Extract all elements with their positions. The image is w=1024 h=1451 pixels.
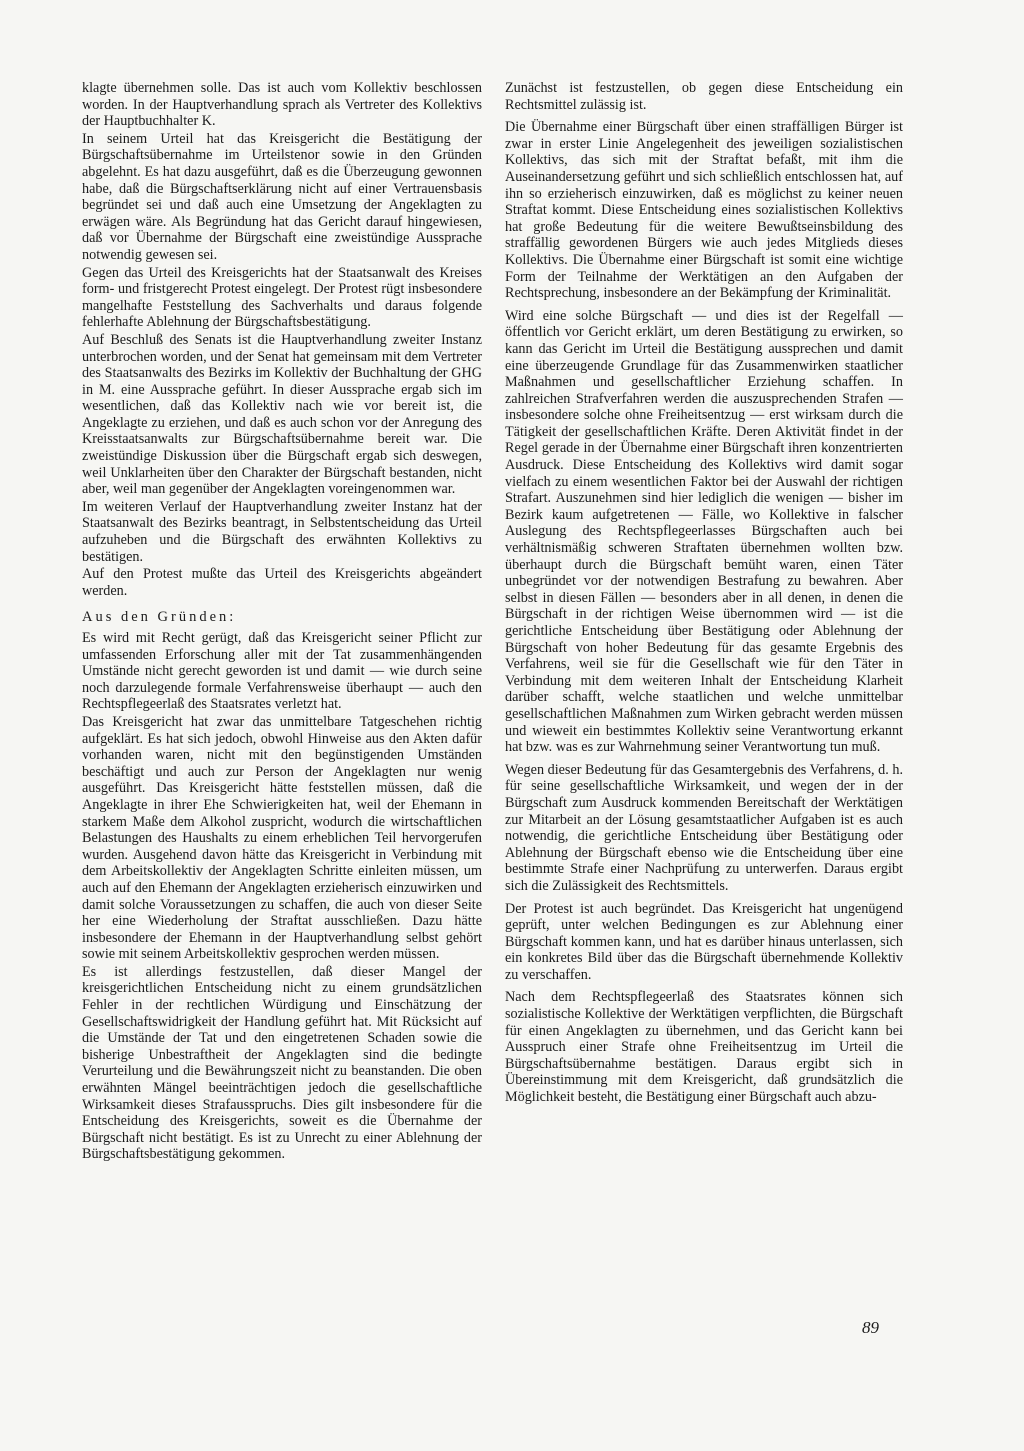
paragraph: Auf Beschluß des Senats ist die Hauptverhandlung zweiter Instanz unterbrochen worden, und der Senat hat gemeinsam mit dem Vertreter des Staatsanwalts des Bezirks im Kollektiv der Buchhaltung der GHG in M. eine Aussprache geführt. In dieser Aussprache ergab sich im wesentlichen, daß das Kollektiv nach wie vor bereit ist, die Angeklagte zu erziehen, und daß es auch schon vor der Anregung des Kreisstaatsanwalts zur Bürgschaftsübernahme bereit war. Die zweistündige Diskussion über die Bürgschaft ergab sich deswegen, weil Unklarheiten über den Charakter der Bürgschaft bestanden, nicht aber, weil man gegenüber der Angeklagten voreingenommen war. (82, 331, 482, 498)
paragraph: klagte übernehmen solle. Das ist auch vom Kollektiv beschlossen worden. In der Hauptverhandlung sprach als Vertreter des Kollektivs der Hauptbuchhalter K. (82, 80, 482, 130)
paragraph: Nach dem Rechtspflegeerlaß des Staatsrates können sich sozialistische Kollektive der Werktätigen verpflichten, die Bürgschaft für einen Angeklagten zu übernehmen, und das Gericht kann bei Ausspruch einer Strafe ohne Freiheitsentzug im Urteil die Bürgschaftsübernahme bestätigen. Daraus ergibt sich in Übereinstimmung mit dem Kreisgericht, daß grundsätzlich die Möglichkeit besteht, die Bestätigung einer Bürgschaft auch abzu- (505, 989, 903, 1106)
paragraph: Im weiteren Verlauf der Hauptverhandlung zweiter Instanz hat der Staatsanwalt des Bezirks beantragt, in Selbstentscheidung das Urteil aufzuheben und die Bürgschaft des erwähnten Kollektivs zu bestätigen. (82, 498, 482, 565)
paragraph: Zunächst ist festzustellen, ob gegen diese Entscheidung ein Rechtsmittel zulässig ist. (505, 80, 903, 113)
paragraph: Das Kreisgericht hat zwar das unmittelbare Tatgeschehen richtig aufgeklärt. Es hat sich jedoch, obwohl Hinweise aus den Akten dafür vorhanden waren, nicht mit den begünstigenden Umständen beschäftigt und auch zur Person der Angeklagten nur wenig ausgeführt. Das Kreisgericht hätte feststellen müssen, daß die Angeklagte in ihrer Ehe Schwierigkeiten hat, weil der Ehemann in starkem Maße dem Alkohol zuspricht, wodurch die wirtschaftlichen Belastungen des Haushalts zu einem erheblichen Teil hervorgerufen wurden. Ausgehend davon hätte das Kreisgericht in Verbindung mit dem Arbeitskollektiv der Angeklagten Schritte einleiten müssen, um auch auf den Ehemann der Angeklagten erzieherisch einzuwirken und damit solche Voraussetzungen zu schaffen, die auch von dieser Seite her eine Wiederholung der Straftat ausschließen. Dazu hätte insbesondere der Ehemann in der Hauptverhandlung selbst gehört sowie mit seinem Arbeitskollektiv gesprochen werden müssen. (82, 713, 482, 963)
paragraph: In seinem Urteil hat das Kreisgericht die Bestätigung der Bürgschaftsübernahme im Urteilstenor sowie in den Gründen abgelehnt. Es hat dazu ausgeführt, daß es die Überzeugung gewonnen habe, daß die Bürgschaftserklärung nicht auf einer Vertrauensbasis begründet sei und daß auch eine Umsetzung der Angeklagten zu erwägen wäre. Als Begründung hat das Gericht darauf hingewiesen, daß vor Übernahme der Bürgschaft eine zweistündige Aussprache notwendig gewesen sei. (82, 130, 482, 263)
paragraph: Auf den Protest mußte das Urteil des Kreisgerichts abgeändert werden. (82, 566, 482, 599)
left-column (82, 80, 482, 1169)
paragraph: Der Protest ist auch begründet. Das Kreisgericht hat ungenügend geprüft, unter welchen Bedingungen es zur Ablehnung einer Bürgschaft kommen kann, und hat es darüber hinaus unterlassen, sich ein konkretes Bild über das die Bürgschaft übernehmende Kollektiv zu verschaffen. (505, 900, 903, 983)
paragraph: Es ist allerdings festzustellen, daß dieser Mangel der kreisgerichtlichen Entscheidung nicht zu einem grundsätzlichen Fehler in der rechtlichen Würdigung und Einschätzung der Gesellschaftswidrigkeit der Handlung geführt hat. Mit Rücksicht auf die Umstände der Tat und den eingetretenen Schaden sowie die bisherige Unbestraftheit der Angeklagten sind die bedingte Verurteilung und die Bewährungszeit nicht zu beanstanden. Die oben erwähnten Mängel beeinträchtigen jedoch die gesellschaftliche Wirksamkeit dieses Strafausspruchs. Dies gilt insbesondere für die Entscheidung des Kreisgerichts, soweit es die Übernahme der Bürgschaft nicht bestätigt. Es ist zu Unrecht zu einer Ablehnung der Bürgschaftsbestätigung gekommen. (82, 963, 482, 1163)
paragraph: Wird eine solche Bürgschaft — und dies ist der Regelfall — öffentlich vor Gericht erklärt, um deren Bestätigung zu erwirken, so kann das Gericht im Urteil die Bestätigung aussprechen und damit eine überzeugende Grundlage für das Zusammenwirken staatlicher Maßnahmen und gesellschaftlicher Erziehung schaffen. In zahlreichen Strafverfahren werden die auszusprechenden Strafen — insbesondere solche ohne Freiheitsentzug — erst wirksam durch die Tätigkeit der gesellschaftlichen Kräfte. Deren Aktivität findet in der Regel gerade in der Übernahme einer Bürgschaft ihren konzentrierten Ausdruck. Diese Entscheidung des Kollektivs wird damit sogar vielfach zu einem wesentlichen Faktor bei der Auswahl der richtigen Strafart. Auszunehmen sind hier lediglich die wenigen — bisher im Bezirk kaum aufgetretenen — Fälle, wo Kollektive in falscher Auslegung des Rechtspflegeerlasses Bürgschaften auch bei verhältnismäßig schweren Straftaten übernehmen wollten bzw. überhaupt durch die Bürgschaft bemüht waren, einen Täter unbegründet vor der notwendigen Bestrafung zu bewahren. Aber selbst in diesen Fällen — besonders aber in all denen, in denen die Bürgschaft in der richtigen Weise übernommen wird — ist die gerichtliche Entscheidung über Bestätigung oder Ablehnung der Bürgschaft von hoher Bedeutung für das gesamte Ergebnis des Verfahrens, weil sie für die Gesellschaft wie für den Täter in Verbindung mit dem weiteren Inhalt der Entscheidung Klarheit darüber schafft, welche staatlichen und welche unmittelbar gesellschaftlichen Maßnahmen zum Wirken gebracht werden müssen und wieweit ein bestimmtes Kollektiv seine Verantwortung erkannt hat bzw. was es zur Wahrnehmung seiner Verantwortung tun muß. (505, 307, 903, 756)
paragraph: Gegen das Urteil des Kreisgerichts hat der Staatsanwalt des Kreises form- und fristgerecht Protest eingelegt. Der Protest rügt insbesondere mangelhafte Feststellung des Sachverhalts und daraus folgende fehlerhafte Ablehnung der Bürgschaftsbestätigung. (82, 264, 482, 331)
right-column (505, 80, 903, 1112)
paragraph: Wegen dieser Bedeutung für das Gesamtergebnis des Verfahrens, d. h. für seine gesellschaftliche Wirksamkeit, und wegen der in der Bürgschaft zum Ausdruck kommenden Bereitschaft der Werktätigen zur Mitarbeit an der Lösung gesamtstaatlicher Aufgaben ist es auch notwendig, die gerichtliche Entscheidung über Bestätigung oder Ablehnung der Bürgschaft ebenso wie die Entscheidung über eine bestimmte Strafe einer Nachprüfung zu unterwerfen. Daraus ergibt sich die Zulässigkeit des Rechtsmittels. (505, 761, 903, 894)
section-heading: Aus den Gründen: (82, 609, 237, 626)
page-number: 89 (862, 1318, 879, 1337)
paragraph: Es wird mit Recht gerügt, daß das Kreisgericht seiner Pflicht zur umfassenden Erforschung aller mit der Tat zusammenhängenden Umstände nicht gerecht geworden ist und damit — wie durch seine noch darzulegende formale Verfahrensweise überhaupt — auch den Rechtspflegeerlaß des Staatsrates verletzt hat. (82, 630, 482, 713)
paragraph: Die Übernahme einer Bürgschaft über einen straffälligen Bürger ist zwar in erster Linie Angelegenheit des jeweiligen sozialistischen Kollektivs, das sich mit der Straftat befaßt, mit ihm die Auseinandersetzung geführt und sich schließlich entschlossen hat, auf ihn so erzieherisch einzuwirken, daß es möglichst zu keiner neuen Straftat kommt. Diese Entscheidung eines sozialistischen Kollektivs hat große Bedeutung für die weitere Bewußtseinsbildung des straffällig gewordenen Bürgers wie auch jedes Mitglieds dieses Kollektivs. Die Übernahme einer Bürgschaft ist somit eine wichtige Form der Teilnahme der Werktätigen an den Aufgaben der Rechtsprechung, insbesondere an der Bekämpfung der Kriminalität. (505, 119, 903, 302)
